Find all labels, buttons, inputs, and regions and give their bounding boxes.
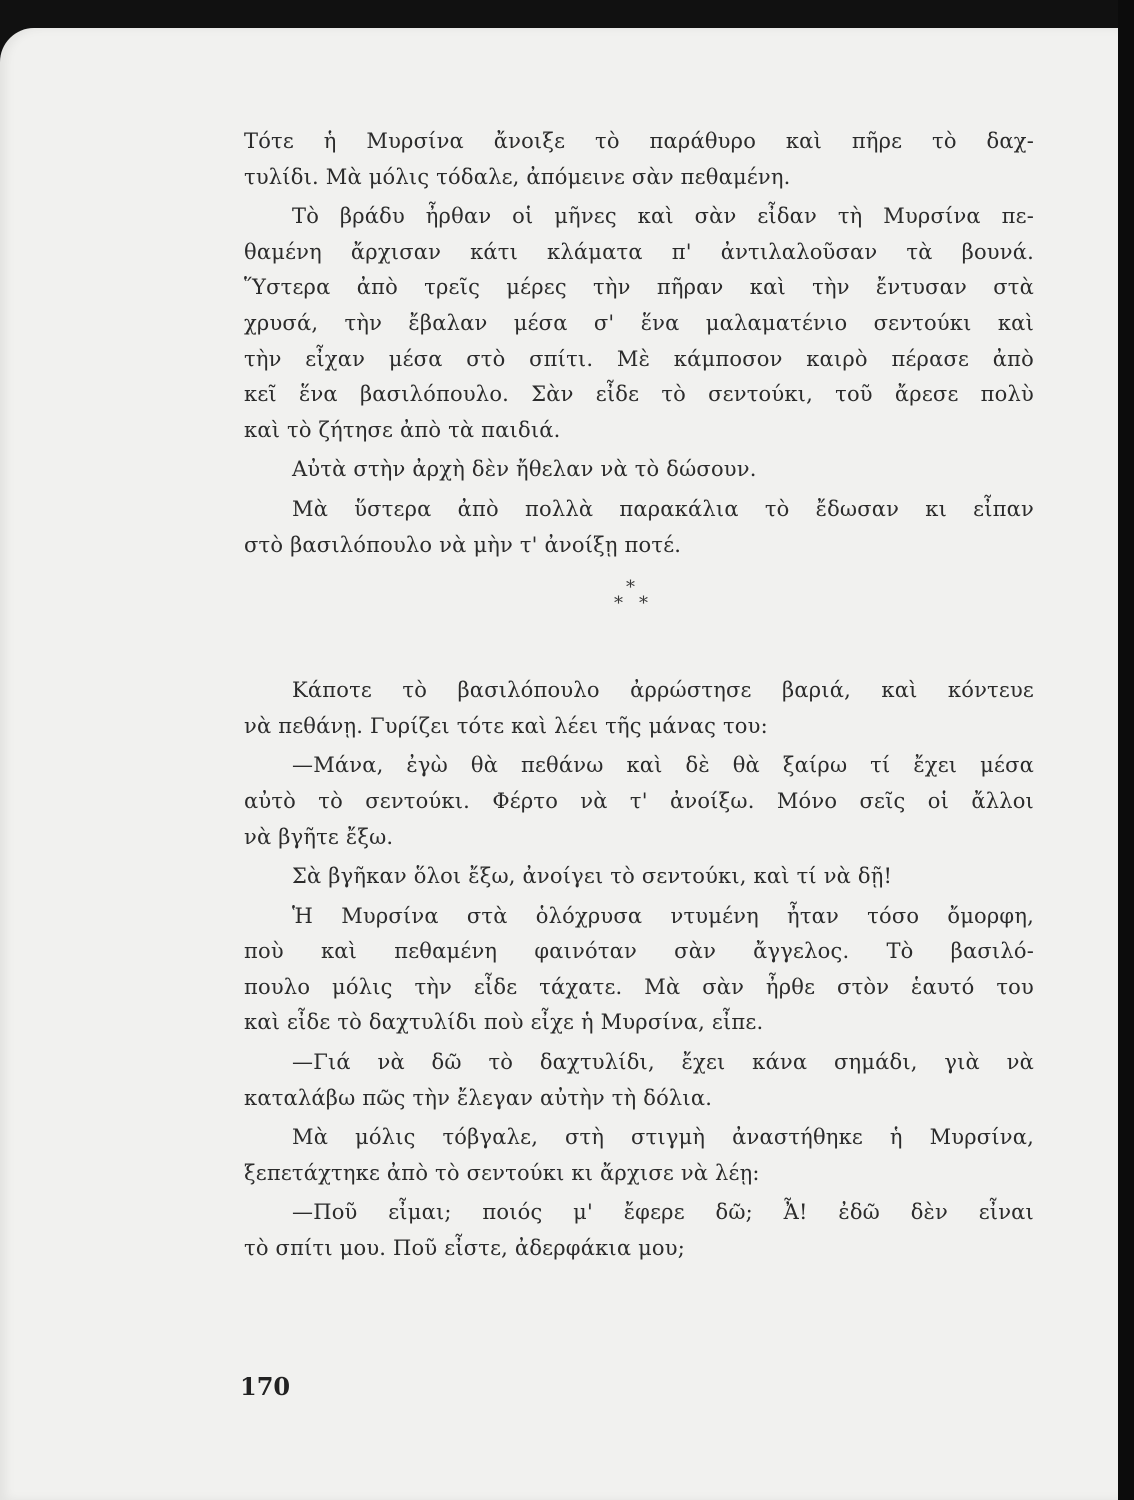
text-line: —Ποῦ εἶμαι; ποιός μ' ἔφερε δῶ; Ἆ! ἐδῶ δὲν εἶναι — [292, 1200, 1034, 1225]
section-after — [244, 673, 1034, 1267]
paragraph — [244, 199, 1034, 448]
text-line: Κάποτε τὸ βασιλόπουλο ἀρρώστησε βαριά, καὶ κόντευε — [292, 678, 1034, 703]
text-line: Μὰ μόλις τόβγαλε, στὴ στιγμὴ ἀναστήθηκε ἡ Μυρσίνα, — [292, 1125, 1034, 1150]
paragraph — [244, 1120, 1034, 1191]
paragraph — [244, 673, 1034, 744]
text-line: αὐτὸ τὸ σεντούκι. Φέρτο νὰ τ' ἀνοίξω. Μόνο σεῖς οἱ ἄλλοι — [244, 788, 1034, 813]
text-line: Ἡ Μυρσίνα στὰ ὁλόχρυσα ντυμένη ἦταν τόσο ὄμορφη, — [292, 903, 1034, 928]
text-line: θαμένη ἄρχισαν κάτι κλάματα π' ἀντιλαλοῦσαν τὰ βουνά. — [244, 239, 1034, 264]
text-line: νὰ βγῆτε ἔξω. — [244, 824, 394, 849]
text-line: Τότε ἡ Μυρσίνα ἄνοιξε τὸ παράθυρο καὶ πῆρε τὸ δαχ- — [244, 129, 1034, 153]
text-line: καὶ τὸ ζήτησε ἀπὸ τὰ παιδιά. — [244, 417, 561, 442]
paragraph — [244, 899, 1034, 1041]
paragraph — [244, 1195, 1034, 1266]
paragraph — [244, 124, 1034, 195]
page-number: 170 — [240, 1372, 291, 1401]
text-line: τὸ σπίτι μου. Ποῦ εἶστε, ἀδερφάκια μου; — [244, 1236, 686, 1261]
text-line: τὴν εἶχαν μέσα στὸ σπίτι. Μὲ κάμποσον καιρὸ πέρασε ἀπὸ — [244, 346, 1034, 371]
paragraph — [244, 492, 1034, 563]
section-separator — [244, 563, 1034, 673]
text-line: ποὺ καὶ πεθαμένη φαινόταν σὰν ἄγγελος. Τὸ βασιλό- — [244, 939, 1034, 964]
text-line: νὰ πεθάνῃ. Γυρίζει τότε καὶ λέει τῆς μάνας του: — [244, 713, 768, 738]
text-line: Μὰ ὕστερα ἀπὸ πολλὰ παρακάλια τὸ ἔδωσαν κι εἶπαν — [292, 496, 1034, 521]
page-text — [244, 124, 1034, 1267]
text-line: τυλίδι. Μὰ μόλις τόδαλε, ἀπόμεινε σὰν πεθαμένη. — [244, 164, 791, 189]
text-line: στὸ βασιλόπουλο νὰ μὴν τ' ἀνοίξῃ ποτέ. — [244, 532, 682, 557]
paragraph — [244, 1045, 1034, 1116]
text-line: κεῖ ἕνα βασιλόπουλο. Σὰν εἶδε τὸ σεντούκι, τοῦ ἄρεσε πολὺ — [244, 382, 1034, 407]
text-line: —Μάνα, ἐγὼ θὰ πεθάνω καὶ δὲ θὰ ξαίρω τί ἔχει μέσα — [292, 753, 1034, 778]
scan-edge — [1118, 0, 1134, 1500]
paragraph — [244, 748, 1034, 855]
text-line: πουλο μόλις τὴν εἶδε τάχατε. Μὰ σὰν ἦρθε στὸν ἑαυτό του — [244, 974, 1034, 999]
text-line: καταλάβω πῶς τὴν ἔλεγαν αὐτὴν τὴ δόλια. — [244, 1085, 713, 1110]
text-line: —Γιά νὰ δῶ τὸ δαχτυλίδι, ἔχει κάνα σημάδι, γιὰ νὰ — [292, 1050, 1034, 1075]
text-line: Αὐτὰ στὴν ἀρχὴ δὲν ἤθελαν νὰ τὸ δώσουν. — [292, 457, 757, 482]
paragraph — [244, 452, 1034, 488]
separator-star-left: * — [614, 593, 624, 615]
text-line: ξεπετάχτηκε ἀπὸ τὸ σεντούκι κι ἄρχισε νὰ λέῃ: — [244, 1160, 760, 1185]
separator-star-top: * — [626, 577, 636, 599]
text-line: καὶ εἶδε τὸ δαχτυλίδι ποὺ εἶχε ἡ Μυρσίνα, εἶπε. — [244, 1010, 764, 1035]
section-before — [244, 124, 1034, 563]
separator-star-right: * — [639, 593, 649, 615]
text-line: Τὸ βράδυ ἦρθαν οἱ μῆνες καὶ σὰν εἶδαν τὴ Μυρσίνα πε- — [292, 204, 1034, 229]
text-line: Σὰ βγῆκαν ὅλοι ἔξω, ἀνοίγει τὸ σεντούκι, καὶ τί νὰ δῇ! — [292, 864, 893, 889]
paragraph — [244, 859, 1034, 895]
text-line: χρυσά, τὴν ἔβαλαν μέσα σ' ἕνα μαλαματένιο σεντούκι καὶ — [244, 310, 1034, 335]
text-line: Ὕστερα ἀπὸ τρεῖς μέρες τὴν πῆραν καὶ τὴν ἔντυσαν στὰ — [244, 275, 1034, 300]
